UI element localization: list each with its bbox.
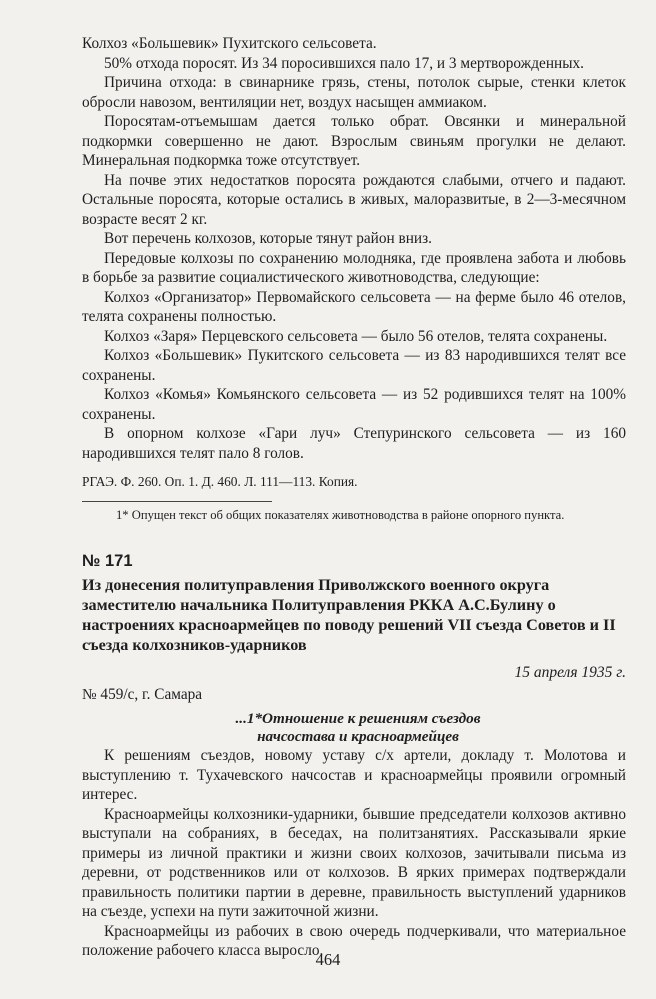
paragraph-gari-luch: В опорном колхозе «Гари луч» Степуринского сельсовета — из 160 народившихся телят пало 8 голов. [82,425,626,462]
paragraph-loss-rate: 50% отхода поросят. Из 34 поросившихся пало 17, и 3 мертворожденных. [104,54,584,72]
paragraph-organizator: Колхоз «Организатор» Первомайского сельсовета — на ферме было 46 отелов, телята сохранены полностью. [82,288,626,325]
paragraph-weak-piglets: На почве этих недостатков поросята рождаются слабыми, отчего и падают. Остальные поросята, которые остались в живых, малоразвитые, в 2—3-месячном возрасте весят 2 кг. [82,171,626,228]
document-title: Из донесения политуправления Приволжского военного округа заместителю начальника Политуправления РККА А.С.Булину о настроениях красноармейцев по поводу решений VII съезда Советов и II съезда колхозников-ударников [82,575,616,654]
document-number: № 171 [82,551,133,570]
section-heading-prefix: ...1* [235,710,263,727]
paragraph-interest: К решениям съездов, новому уставу с/х артели, докладу т. Молотова и выступлению т. Тухачевского начсостав и красноармейцы проявили огромный интерес. [82,747,626,803]
footnote: 1* Опущен текст об общих показателях животноводства в районе опорного пункта. [116,508,565,522]
section-body [82,746,626,961]
paragraph-zarya: Колхоз «Заря» Перцевского сельсовета — было 56 отелов, телята сохранены. [104,327,608,345]
paragraph-loss-cause: Причина отхода: в свинарнике грязь, стены, потолок сырые, стенки клеток обросли навозом, вентиляции нет, воздух насыщен аммиаком. [82,74,626,111]
archive-source: РГАЭ. Ф. 260. Оп. 1. Д. 460. Л. 111—113. Копия. [82,474,358,489]
paragraph-feeding: Поросятам-отъемышам дается только обрат. Овсянки и минеральной подкормки совершенно не дают. Взрослым свиньям прогулки не делают. Минеральная подкормка тоже отсутствует. [82,113,626,169]
footnote-divider [82,501,272,502]
document-date: 15 апреля 1935 г. [514,663,626,681]
paragraph-list-intro: Вот перечень колхозов, которые тянут район вниз. [104,230,432,247]
section-heading-line1: Отношение к решениям съездов [262,710,481,727]
paragraph-shock-workers: Красноармейцы колхозники-ударники, бывшие председатели колхозов активно выступали на собраниях, в беседах, на политзанятиях. Рассказывали яркие примеры из личной практики и жизни своих колхозов, зачитывали письма из деревни, от родственников или от колхозов. В ярких примерах подтверждали правильность политики партии в деревне, правильность выступлений ударников на съезде, успехи на пути зажиточной жизни. [82,805,626,920]
section-heading-line2: начсостава и красноармейцев [257,728,459,745]
paragraph-komya: Колхоз «Комья» Комьянского сельсовета — из 52 родившихся телят на 100% сохранены. [82,386,626,423]
section-heading [82,710,626,746]
paragraph-workers: Красноармейцы из рабочих в свою очередь подчеркивали, что материальное положение рабочего класса выросло. [82,922,626,959]
document-registration: № 459/с, г. Самара [82,685,203,703]
paragraph-kolkhoz-bolshevik: Колхоз «Большевик» Пухитского сельсовета. [82,35,377,52]
paragraph-leading-kolkhozes: Передовые колхозы по сохранению молодняка, где проявлена забота и любовь в борьбе за развитие социалистического животноводства, следующие: [82,249,626,286]
paragraph-bolshevik-pukit: Колхоз «Большевик» Пукитского сельсовета — из 83 народившихся телят все сохранены. [82,347,626,384]
page-number: 464 [315,950,341,969]
